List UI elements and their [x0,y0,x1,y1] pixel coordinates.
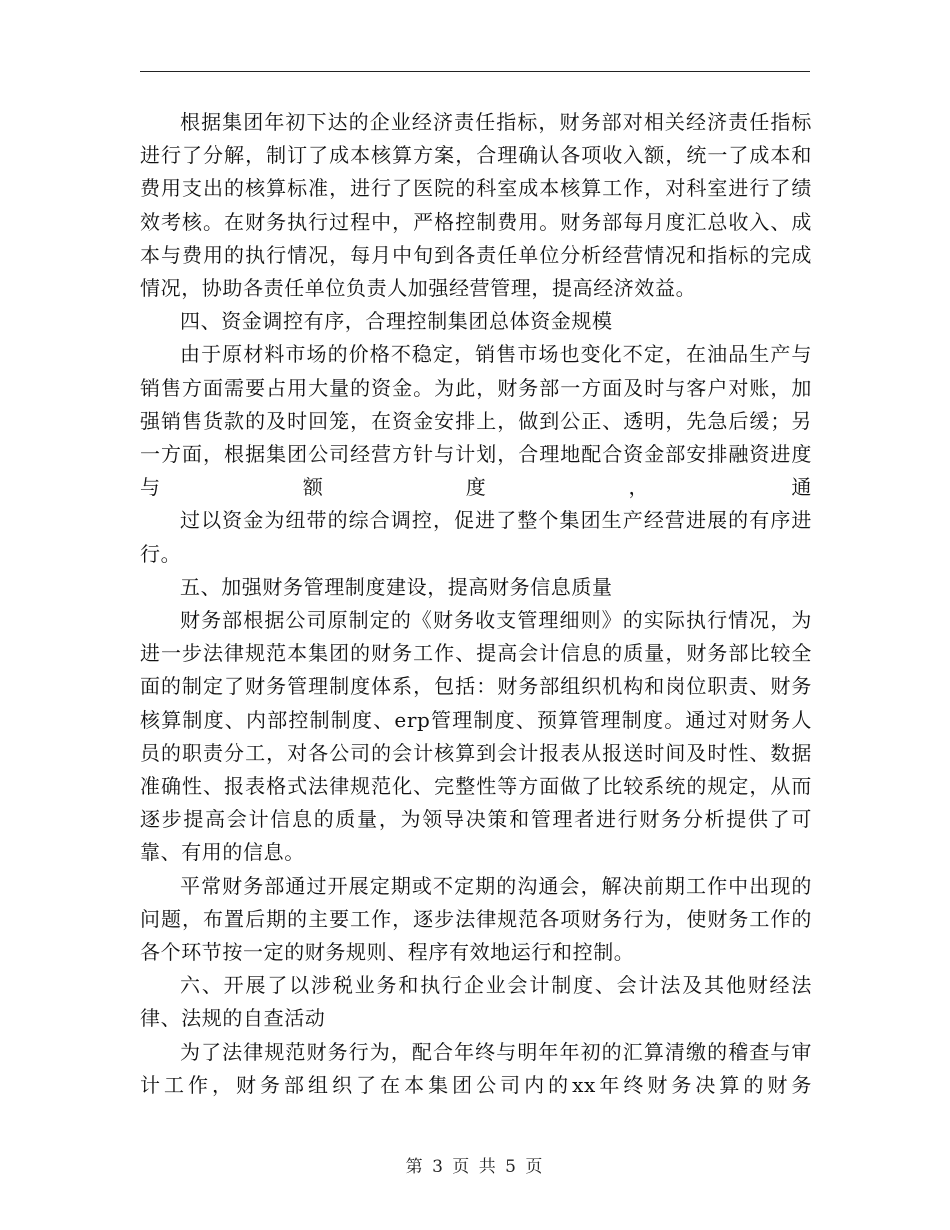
paragraph-management-system: 财务部根据公司原制定的《财务收支管理细则》的实际执行情况，为进一步法律规范本集团的财务工作、提高会计信息的质量，财务部比较全面的制定了财务管理制度体系，包括：财务部组织机构和岗位职责、财务核算制度、内部控制制度、erp管理制度、预算管理制度。通过对财务人员的职责分工，对各公司的会计核算到会计报表从报送时间及时性、数据准确性、报表格式法律规范化、完整性等方面做了比较系统的规定，从而逐步提高会计信息的质量，为领导决策和管理者进行财务分析提供了可靠、有用的信息。 [140,608,812,865]
paragraph-funds-control: 由于原材料市场的价格不稳定，销售市场也变化不定，在油品生产与销售方面需要占用大量的资金。为此，财务部一方面及时与客户对账，加强销售货款的及时回笼，在资金安排上，做到公正、透明，先急后缓；另一方面，根据集团公司经营方针与计划，合理地配合资金部安排融资进度与额度，通 [140,342,812,500]
section-heading-6: 六、开展了以涉税业务和执行企业会计制度、会计法及其他财经法律、法规的自查活动 [140,973,812,1031]
paragraph-cost-accounting: 根据集团年初下达的企业经济责任指标，财务部对相关经济责任指标进行了分解，制订了成本核算方案，合理确认各项收入额，统一了成本和费用支出的核算标准，进行了医院的科室成本核算工作，对科室进行了绩效考核。在财务执行过程中，严格控制费用。财务部每月度汇总收入、成本与费用的执行情况，每月中旬到各责任单位分析经营情况和指标的完成情况，协助各责任单位负责人加强经营管理，提高经济效益。 [140,110,812,301]
section-heading-5: 五、加强财务管理制度建设，提高财务信息质量 [180,574,613,599]
paragraph-communication-meetings: 平常财务部通过开展定期或不定期的沟通会，解决前期工作中出现的问题，布置后期的主要工作，逐步法律规范各项财务行为，使财务工作的各个环节按一定的财务规则、程序有效地运行和控制。 [140,873,812,965]
header-rule [140,71,810,72]
section-heading-4: 四、资金调控有序，合理控制集团总体资金规模 [180,309,613,334]
paragraph-funds-control-cont: 过以资金为纽带的综合调控，促进了整个集团生产经营进展的有序进行。 [140,508,812,566]
page-footer: 第 3 页 共 5 页 [405,1157,545,1177]
paragraph-self-inspection: 为了法律规范财务行为，配合年终与明年年初的汇算清缴的稽查与审计工作，财务部组织了在本集团公司内的xx年终财务决算的财务 [140,1039,812,1097]
body-text [140,106,812,1102]
